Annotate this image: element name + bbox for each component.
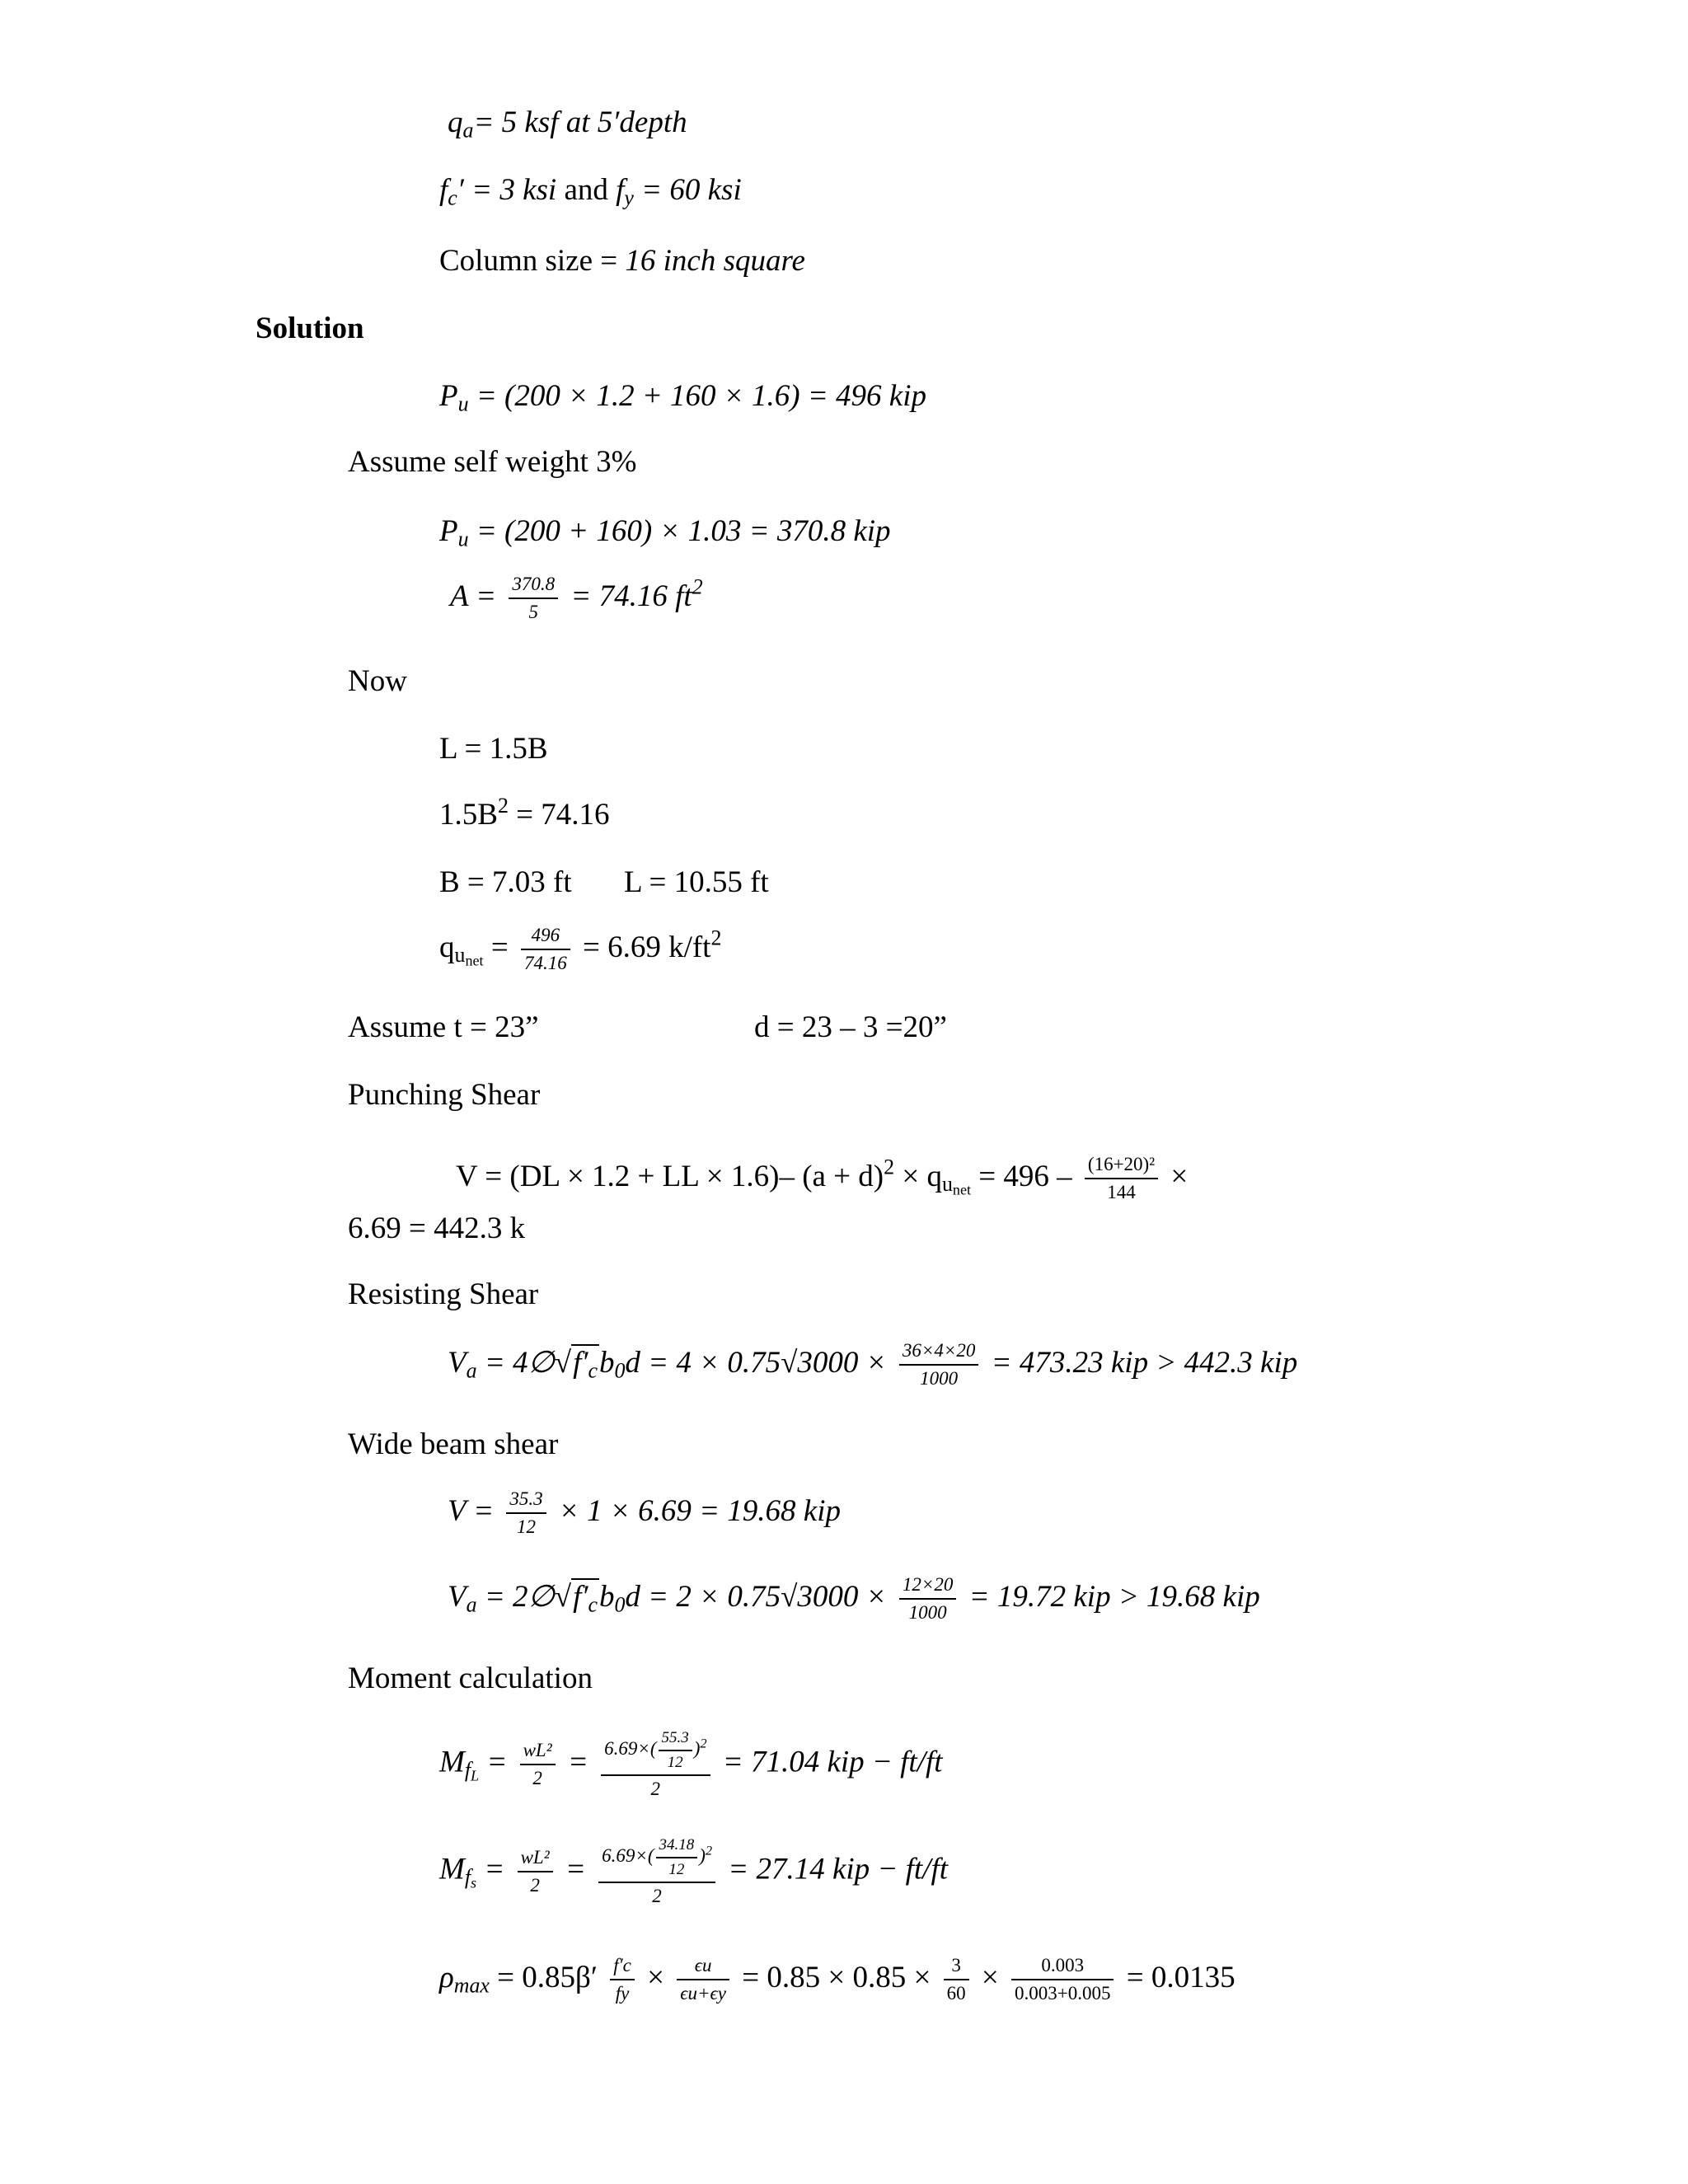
m-subscript: f — [464, 1865, 471, 1890]
equals-sign: = — [490, 930, 509, 964]
column-size-line — [439, 246, 805, 276]
mfs-equation — [439, 1836, 948, 1907]
times-sign: × — [1170, 1159, 1189, 1193]
strength-ratio-fraction — [944, 1955, 969, 2005]
punching-shear-heading: Punching Shear — [348, 1078, 541, 1112]
wide-beam-fraction — [506, 1488, 546, 1539]
fraction-numerator: 0.003 — [1011, 1955, 1114, 1980]
times-sign: × — [981, 1960, 999, 1994]
fraction-numerator: 6.69×( $\frac{55.3}{12}$ )$^2$ — [601, 1729, 710, 1776]
pu-value: = (200 + 160) × 1.03 = 370.8 kip — [468, 514, 891, 548]
va-fraction — [899, 1574, 957, 1624]
fraction-denominator: 60 — [946, 1983, 966, 2004]
fc-symbol: f — [439, 173, 448, 207]
va-result: = 473.23 kip > 442.3 kip — [991, 1345, 1298, 1380]
qa-equation — [448, 105, 687, 143]
fraction-denominator: fy — [615, 1983, 630, 2004]
moment-fraction — [601, 1729, 710, 1800]
equals-sign: = — [486, 1745, 508, 1779]
b-squared-exponent: 2 — [497, 793, 509, 818]
load-factor: 6.69× — [604, 1738, 650, 1760]
wide-beam-shear-heading: Wide beam shear — [348, 1427, 559, 1461]
equals-sign: = — [565, 1852, 586, 1886]
va-symbol: V — [448, 1579, 467, 1614]
rho-symbol: ρ — [439, 1960, 454, 1994]
fraction-numerator: 35.3 — [506, 1488, 546, 1514]
punching-shear-rhs: = 496 – — [971, 1159, 1072, 1193]
pu-symbol: P — [439, 379, 458, 413]
wide-beam-v-result: × 1 × 6.69 = 19.68 kip — [558, 1493, 842, 1528]
fraction-numerator: 12×20 — [899, 1574, 957, 1600]
span-fraction — [659, 1729, 692, 1772]
fraction-numerator: (16+20)² — [1085, 1154, 1158, 1179]
pu-subscript: u — [457, 391, 469, 416]
fraction-denominator: 12 — [517, 1516, 537, 1538]
fraction-denominator: 2 — [652, 1885, 662, 1906]
qunet-subscript-net: net — [952, 1181, 972, 1198]
resisting-shear-equation — [448, 1340, 1297, 1390]
assume-self-weight-text: Assume self weight 3% — [348, 445, 637, 479]
area-value: = 74.16 ft — [570, 579, 692, 613]
strain-fraction — [677, 1955, 729, 2005]
fraction-denominator: 2 — [530, 1875, 540, 1896]
pu-symbol: P — [439, 514, 458, 548]
sqrt-radicand: f′ — [573, 1579, 588, 1614]
va-symbol: V — [448, 1345, 467, 1380]
resisting-shear-heading: Resisting Shear — [348, 1277, 539, 1311]
punching-shear-exponent: 2 — [884, 1155, 895, 1179]
moment-fraction — [598, 1836, 715, 1907]
fraction-numerator: 370.8 — [509, 574, 558, 599]
fraction-numerator: 55.3 — [659, 1729, 692, 1751]
moment-calculation-heading: Moment calculation — [348, 1661, 593, 1695]
punching-shear-lhs: V = (DL × 1.2 + LL × 1.6)– (a + d) — [456, 1159, 884, 1193]
area-symbol: A = — [450, 579, 497, 613]
fraction-denominator: 1000 — [908, 1602, 947, 1624]
equals-sign: = — [484, 1852, 505, 1886]
rho-max-equation — [439, 1955, 1236, 2005]
area-fraction — [509, 574, 558, 624]
pu-equation-2 — [439, 514, 891, 551]
strain-value-fraction — [1011, 1955, 1114, 2005]
mfl-result: = 71.04 kip − ft/ft — [722, 1745, 943, 1779]
qunet-exponent: 2 — [710, 926, 722, 950]
m-subscript: f — [464, 1758, 471, 1783]
fraction-numerator: 34.18 — [656, 1836, 698, 1858]
fraction-numerator: 496 — [521, 925, 570, 950]
fc-subscript: c — [448, 185, 457, 210]
wide-beam-va-equation — [448, 1574, 1260, 1624]
column-size-value: 16 inch square — [625, 244, 805, 278]
va-coefficient: = 2∅ — [476, 1579, 555, 1614]
rho-expansion: = 0.85 × 0.85 × — [742, 1960, 931, 1994]
fraction-denominator: 5 — [528, 602, 539, 623]
qunet-subscript: u — [941, 1172, 953, 1197]
wl2-fraction — [518, 1847, 553, 1897]
qunet-fraction — [521, 925, 570, 975]
fy-value: = 60 ksi — [633, 173, 742, 207]
times-sign: × — [647, 1960, 664, 1994]
fc-prime: ′ — [457, 173, 464, 207]
fraction-numerator: f′c — [610, 1955, 635, 1980]
l-equation: L = 1.5B — [439, 732, 548, 766]
punching-shear-times-q: × q — [894, 1159, 942, 1193]
fraction-denominator: 12 — [668, 1860, 685, 1878]
sqrt-fc: $√f'_c$ — [554, 1345, 598, 1383]
fraction-denominator: 2 — [650, 1778, 661, 1799]
fraction-numerator: 6.69×( $\frac{34.18}{12}$ )$^2$ — [598, 1836, 715, 1883]
now-text: Now — [348, 664, 407, 698]
va-result: = 19.72 kip > 19.68 kip — [968, 1579, 1260, 1614]
punching-shear-result: 6.69 = 442.3 k — [348, 1212, 526, 1245]
mfs-result: = 27.14 kip − ft/ft — [728, 1852, 949, 1886]
punching-shear-fraction — [1085, 1154, 1158, 1204]
va-subscript: a — [466, 1592, 477, 1617]
area-exponent: 2 — [692, 574, 703, 599]
fraction-numerator: ϵu — [677, 1955, 729, 1980]
fraction-denominator: 74.16 — [523, 953, 567, 974]
qunet-symbol: q — [439, 930, 455, 964]
l-value: L = 10.55 ft — [624, 865, 769, 899]
b-squared-lhs: 1.5B — [439, 798, 498, 832]
solution-heading: Solution — [256, 312, 364, 345]
fc-fy-fraction — [610, 1955, 635, 2005]
qunet-subscript: u — [454, 943, 466, 968]
fraction-denominator: 144 — [1107, 1182, 1136, 1203]
span-exponent: 2 — [705, 1844, 712, 1858]
va-coefficient: = 4∅ — [476, 1345, 555, 1380]
b-symbol: b — [598, 1579, 615, 1614]
column-size-label: Column size = — [439, 244, 626, 278]
fraction-numerator: 36×4×20 — [899, 1340, 979, 1366]
rho-subscript: max — [453, 1973, 490, 1998]
qunet-value: = 6.69 k/ft — [582, 930, 711, 964]
fraction-denominator: 2 — [532, 1768, 542, 1789]
wl2-fraction — [520, 1740, 556, 1790]
qa-value: = 5 ksf at 5′depth — [473, 105, 687, 139]
b-symbol: b — [598, 1345, 615, 1380]
b-subscript: 0 — [614, 1592, 626, 1617]
wide-beam-v-equation — [448, 1488, 841, 1539]
area-equation — [450, 574, 703, 624]
fc-fy-equation — [439, 173, 742, 210]
va-expansion: d = 2 × 0.75√3000 × — [625, 1579, 887, 1614]
m-subscript-2: L — [471, 1767, 480, 1784]
pu-equation-1 — [439, 379, 926, 416]
fy-symbol: f — [616, 173, 625, 207]
sqrt-radicand: f′ — [573, 1345, 588, 1380]
fraction-numerator: wL² — [518, 1847, 553, 1872]
rho-max-result: = 0.0135 — [1126, 1960, 1236, 1994]
fraction-denominator: 0.003+0.005 — [1014, 1983, 1111, 2004]
fraction-denominator: 12 — [667, 1753, 683, 1771]
punching-shear-equation — [456, 1154, 1188, 1204]
qa-symbol: q — [448, 105, 463, 139]
pu-subscript: u — [457, 527, 469, 551]
fy-subscript: y — [624, 185, 634, 210]
b-squared-rhs: = 74.16 — [508, 798, 610, 832]
va-expansion: d = 4 × 0.75√3000 × — [625, 1345, 887, 1380]
fraction-denominator: ϵu+ϵy — [680, 1983, 726, 2004]
b-value: B = 7.03 ft — [439, 865, 572, 899]
fc-value: = 3 ksi — [463, 173, 557, 207]
sqrt-radicand-subscript: c — [588, 1358, 598, 1383]
load-factor: 6.69× — [602, 1845, 648, 1867]
m-symbol: M — [439, 1745, 465, 1779]
fraction-numerator: wL² — [520, 1740, 556, 1765]
m-subscript-2: s — [471, 1874, 477, 1891]
qa-subscript: a — [462, 118, 474, 143]
b-subscript: 0 — [614, 1358, 626, 1383]
m-symbol: M — [439, 1852, 465, 1886]
rho-coefficient: = 0.85β′ — [489, 1960, 598, 1994]
qunet-subscript-net: net — [465, 952, 484, 969]
mfl-equation — [439, 1729, 943, 1800]
sqrt-radicand-subscript: c — [588, 1592, 598, 1617]
d-value: d = 23 – 3 =20” — [754, 1010, 947, 1044]
qunet-equation — [439, 925, 721, 975]
pu-value: = (200 × 1.2 + 160 × 1.6) = 496 kip — [468, 379, 926, 413]
va-subscript: a — [466, 1358, 477, 1383]
span-exponent: 2 — [700, 1736, 707, 1751]
b-squared-equation — [439, 793, 610, 832]
sqrt-fc: $√f'_c$ — [554, 1579, 598, 1617]
assume-t-text: Assume t = 23” — [348, 1010, 539, 1044]
va-fraction — [899, 1340, 979, 1390]
span-fraction — [656, 1836, 698, 1879]
fraction-numerator: 3 — [944, 1955, 969, 1980]
v-symbol: V = — [448, 1493, 495, 1528]
and-text: and — [556, 173, 617, 207]
fraction-denominator: 1000 — [920, 1368, 959, 1390]
equals-sign: = — [567, 1745, 588, 1779]
